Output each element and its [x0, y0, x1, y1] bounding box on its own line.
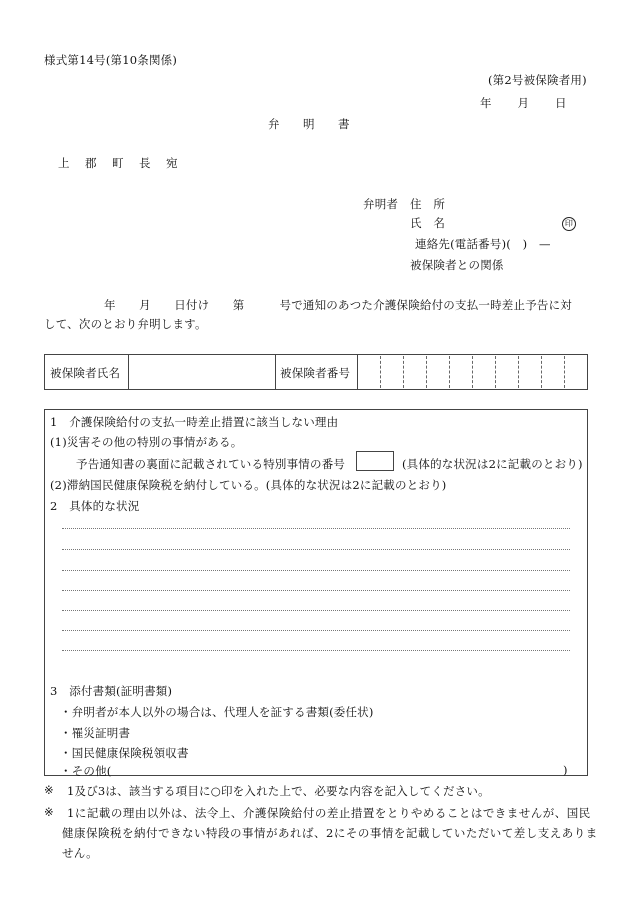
page-title: 弁 明 書	[268, 117, 356, 131]
digit-divider	[495, 356, 496, 388]
special-circumstance-number-field[interactable]	[356, 451, 394, 471]
intro-line-1: 年 月 日付け 第 号で通知のあつた介護保険給付の支払一時差止予告に対	[104, 298, 572, 312]
digit-divider	[564, 356, 565, 388]
situation-line[interactable]	[62, 549, 570, 550]
attachment-item[interactable]: ・罹災証明書	[60, 726, 131, 740]
situation-line[interactable]	[62, 570, 570, 571]
section-2-title: 2 具体的な状況	[50, 499, 140, 513]
date-line: 年 月 日	[480, 96, 568, 110]
attachment-item[interactable]: ・国民健康保険税領収書	[60, 746, 189, 760]
digit-divider	[380, 356, 381, 388]
table-divider	[357, 354, 358, 390]
note-mark: ※	[44, 783, 54, 797]
insured-name-field[interactable]	[134, 365, 270, 381]
form-number: 様式第14号(第10条関係)	[44, 53, 178, 67]
situation-line[interactable]	[62, 528, 570, 529]
name-label: 氏 名	[410, 216, 446, 230]
special-circumstance-label: 予告通知書の裏面に記載されている特別事情の番号	[76, 457, 346, 471]
insured-number-field[interactable]	[360, 358, 586, 386]
digit-divider	[449, 356, 450, 388]
section-3-title: 3 添付書類(証明書類)	[50, 684, 173, 698]
table-divider	[128, 354, 129, 390]
reason-item-2[interactable]: (2)滞納国民健康保険税を納付している。(具体的な状況は2に記載のとおり)	[50, 478, 447, 492]
note-2-line-2: 健康保険税を納付できない特段の事情があれば、2にその事情を記載していただいて差し支えありま	[62, 826, 598, 840]
situation-line[interactable]	[62, 610, 570, 611]
contact-label: 連絡先(電話番号)( ) —	[415, 237, 551, 251]
intro-line-2: して、次のとおり弁明します。	[44, 317, 207, 331]
digit-divider	[426, 356, 427, 388]
note-1: 1及び3は、該当する項目に○印を入れた上で、必要な内容を記入してください。	[67, 784, 490, 798]
applicant-role: 弁明者	[363, 197, 399, 211]
table-divider	[275, 354, 276, 390]
relation-label: 被保険者との関係	[410, 258, 504, 272]
section-1-title: 1 介護保険給付の支払一時差止措置に該当しない理由	[50, 415, 339, 429]
attachment-item-other[interactable]: ・その他(	[60, 764, 112, 778]
special-circumstance-note: (具体的な状況は2に記載のとおり)	[402, 457, 583, 471]
note-mark: ※	[44, 805, 54, 819]
digit-divider	[472, 356, 473, 388]
attachment-item[interactable]: ・弁明者が本人以外の場合は、代理人を証する書類(委任状)	[60, 705, 374, 719]
insured-name-label: 被保険者氏名	[50, 366, 121, 380]
address-label: 住 所	[410, 197, 446, 211]
situation-line[interactable]	[62, 630, 570, 631]
reason-item-1[interactable]: (1)災害その他の特別の事情がある。	[50, 435, 243, 449]
digit-divider	[518, 356, 519, 388]
addressee: 上 郡 町 長 宛	[58, 156, 180, 170]
note-2-line-3: せん。	[62, 846, 98, 860]
situation-line[interactable]	[62, 650, 570, 651]
insured-number-label: 被保険者番号	[280, 366, 351, 380]
form-subtitle: (第2号被保険者用)	[488, 73, 587, 87]
digit-divider	[541, 356, 542, 388]
digit-divider	[403, 356, 404, 388]
seal-mark: 印	[562, 217, 576, 231]
note-2-line-1: 1に記載の理由以外は、法令上、介護保険給付の差止措置をとりやめることはできませんが、国民	[67, 806, 591, 820]
situation-line[interactable]	[62, 590, 570, 591]
other-close-paren: )	[563, 763, 568, 777]
